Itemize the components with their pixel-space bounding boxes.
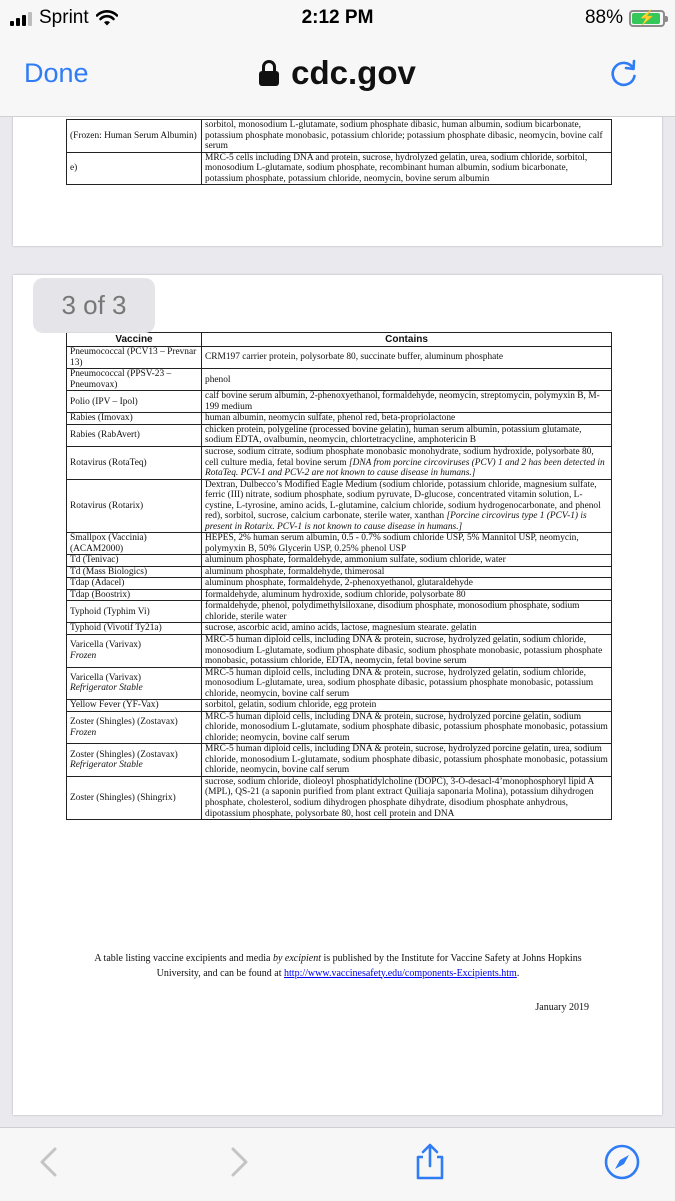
vaccine-cell: (Frozen: Human Serum Albumin) bbox=[67, 120, 202, 153]
share-icon[interactable] bbox=[410, 1142, 450, 1182]
page-indicator: 3 of 3 bbox=[33, 278, 155, 333]
previous-page-table bbox=[66, 119, 612, 185]
vaccine-name: Varicella (Varivax) bbox=[70, 672, 142, 683]
contains-cell: MRC-5 cells including DNA and protein, sucrose, hydrolyzed gelatin, urea, sodium chloride, sorbitol, monosodium L-glutamate, sodium phosphate, recombinant human albumin, sodium bicarbonate, potassium phosphate, potassium chloride, neomycin, bovine serum albumin bbox=[202, 152, 612, 185]
contains-cell bbox=[202, 479, 612, 533]
lock-icon bbox=[259, 60, 279, 86]
footer-text-middle: is published by the Institute for Vaccine Safety at Johns Hopkins University, and can be found at bbox=[156, 953, 582, 979]
contains-note: [Porcine circovirus type 1 (PCV-1) is present in Rotarix. PCV-1 is not known to cause disease in humans.] bbox=[205, 511, 587, 532]
vaccine-cell bbox=[67, 446, 202, 479]
vaccine-storage-note: Frozen bbox=[70, 650, 97, 661]
compass-icon[interactable] bbox=[602, 1142, 642, 1182]
table-row bbox=[67, 347, 612, 369]
table-row bbox=[67, 635, 612, 668]
contains-cell bbox=[202, 589, 612, 601]
contains-cell bbox=[202, 347, 612, 369]
vaccine-name: Yellow Fever (YF-Vax) bbox=[70, 700, 159, 711]
vaccine-cell bbox=[67, 744, 202, 777]
excipients-link[interactable]: http://www.vaccinesafety.edu/components-Excipients.htm bbox=[284, 967, 517, 979]
table-row bbox=[67, 533, 612, 555]
contains-cell bbox=[202, 566, 612, 578]
vaccine-name: Rabies (Imovax) bbox=[70, 413, 133, 424]
vaccine-name: Rabies (RabAvert) bbox=[70, 430, 140, 441]
vaccine-cell: e) bbox=[67, 152, 202, 185]
table-row bbox=[67, 667, 612, 700]
contains-cell bbox=[202, 369, 612, 391]
footer-note bbox=[73, 952, 603, 981]
vaccine-cell bbox=[67, 566, 202, 578]
vaccine-cell bbox=[67, 347, 202, 369]
table-row bbox=[67, 424, 612, 446]
vaccine-cell bbox=[67, 589, 202, 601]
vaccine-name: Rotavirus (Rotarix) bbox=[70, 500, 144, 511]
contains-cell bbox=[202, 413, 612, 425]
contains-text: phenol bbox=[205, 374, 231, 385]
column-header-vaccine: Vaccine bbox=[67, 333, 202, 347]
chevron-right-icon[interactable] bbox=[218, 1142, 258, 1182]
table-row bbox=[67, 578, 612, 590]
contains-text: MRC-5 human diploid cells, including DNA & protein, sucrose, hydrolyzed porcine gelatin, urea, sodium chloride, monosodium L-glutamate, sodium phosphate dibasic, potassium phosphate monobasic, potassium chloride, neomycin, bovine calf serum bbox=[205, 744, 608, 776]
table-row bbox=[67, 369, 612, 391]
document-date: January 2019 bbox=[535, 1002, 589, 1013]
contains-cell bbox=[202, 578, 612, 590]
vaccine-name: Smallpox (Vaccinia) (ACAM2000) bbox=[70, 533, 147, 554]
table-row bbox=[67, 152, 612, 185]
vaccine-name: Td (Tenivac) bbox=[70, 555, 119, 566]
contains-note: [DNA from porcine circoviruses (PCV) 1 and 2 has been detected in RotaTeq. PCV-1 and PCV-2 are not known to cause disease in humans.] bbox=[205, 457, 605, 479]
contains-text: HEPES, 2% human serum albumin, 0.5 - 0.7% sodium chloride USP, 5% Mannitol USP, neomycin, polymyxin B, 50% Glycerin USP, 0.25% phenol USP bbox=[205, 533, 579, 554]
vaccine-cell bbox=[67, 635, 202, 668]
contains-text: CRM197 carrier protein, polysorbate 80, succinate buffer, aluminum phosphate bbox=[205, 352, 504, 363]
vaccine-cell bbox=[67, 700, 202, 712]
browser-toolbar bbox=[0, 1127, 675, 1201]
vaccine-cell bbox=[67, 479, 202, 533]
pdf-page-current bbox=[13, 275, 662, 1115]
table-row bbox=[67, 566, 612, 578]
contains-text: sucrose, ascorbic acid, amino acids, lactose, magnesium stearate. gelatin bbox=[205, 623, 477, 634]
table-row bbox=[67, 700, 612, 712]
battery-percent: 88% bbox=[584, 7, 623, 28]
url-text: cdc.gov bbox=[291, 54, 416, 91]
contains-text: formaldehyde, phenol, polydimethylsiloxane, disodium phosphate, monosodium phosphate, sodium chloride, sterile water bbox=[205, 601, 580, 622]
contains-text: aluminum phosphate, formaldehyde, 2-phenoxyethanol, glutaraldehyde bbox=[205, 578, 473, 589]
vaccine-cell bbox=[67, 601, 202, 623]
contains-text: aluminum phosphate, formaldehyde, ammonium sulfate, sodium chloride, water bbox=[205, 555, 506, 566]
contains-cell bbox=[202, 635, 612, 668]
contains-text: sorbitol, gelatin, sodium chloride, egg protein bbox=[205, 700, 377, 711]
contains-cell bbox=[202, 446, 612, 479]
vaccine-name: Typhoid (Vivotif Ty21a) bbox=[70, 623, 162, 634]
contains-cell bbox=[202, 555, 612, 567]
contains-text: MRC-5 human diploid cells, including DNA & protein, sucrose, hydrolyzed gelatin, sodium chloride, monosodium L-glutamate, sodium phosphate dibasic, sodium phosphate monobasic, potassium phosphate monobasic, potassium chloride, EDTA, neomycin, fetal bovine serum bbox=[205, 635, 603, 667]
done-button[interactable]: Done bbox=[24, 58, 89, 88]
contains-text: Dextran, Dulbecco’s Modified Eagle Medium (sodium chloride, potassium chloride, magnesium sulfate, ferric (III) nitrate, sodium phosphate, sodium pyruvate, D-glucose, concentrated vitamin solution, L-cystine, L-tyrosine, amino acids, L-glutamine, calcium chloride, sodium hydrogenocarbonate, and phenol red), sorbitol, sucrose, calcium carbonate, sterile water, xanthan bbox=[205, 479, 601, 522]
contains-cell bbox=[202, 744, 612, 777]
url-display[interactable] bbox=[0, 54, 675, 92]
vaccine-name: Tdap (Boostrix) bbox=[70, 589, 131, 600]
vaccine-cell bbox=[67, 555, 202, 567]
contains-cell bbox=[202, 711, 612, 744]
vaccine-name: Zoster (Shingles) (Zostavax) bbox=[70, 716, 178, 727]
vaccine-name: Polio (IPV – Ipol) bbox=[70, 396, 138, 407]
table-row bbox=[67, 601, 612, 623]
contains-text: MRC-5 human diploid cells, including DNA & protein, sucrose, hydrolyzed porcine gelatin, sodium chloride, monosodium L-glutamate, sodium phosphate dibasic, potassium phosphate monobasic, potassium chloride; neomycin, bovine calf serum bbox=[205, 711, 608, 743]
footer-text: A table listing vaccine excipients and media bbox=[94, 953, 273, 964]
contains-cell bbox=[202, 424, 612, 446]
vaccine-name: Zoster (Shingles) (Shingrix) bbox=[70, 792, 176, 803]
vaccine-name: Pneumococcal (PCV13 – Prevnar 13) bbox=[70, 347, 197, 368]
table-row bbox=[67, 589, 612, 601]
contains-text: MRC-5 human diploid cells, including DNA & protein, sucrose, hydrolyzed gelatin, sodium chloride, monosodium L-glutamate, urea, sodium phosphate dibasic, potassium phosphate monobasic, potassium chloride, neomycin, bovine calf serum bbox=[205, 667, 594, 699]
chevron-left-icon[interactable] bbox=[30, 1142, 70, 1182]
contains-text: sucrose, sodium chloride, dioleoyl phosphatidylcholine (DOPC), 3-O-desacl-4’monophosphoryl lipid A (MPL), QS-21 (a saponin purified from plant extract Quiliaja saponaria Molina), potassium dihydrogen phosphate, cholesterol, sodium dihydrogen phosphate dihydrate, disodium phosphate anhydrous, dipotassium phosphate, polysorbate 80, host cell protein and DNA bbox=[205, 776, 594, 819]
vaccine-cell bbox=[67, 667, 202, 700]
table-row bbox=[67, 623, 612, 635]
status-bar bbox=[0, 0, 675, 36]
contains-text: calf bovine serum albumin, 2-phenoxyethanol, formaldehyde, neomycin, streptomycin, polymyxin B, M-199 medium bbox=[205, 391, 600, 412]
contains-text: sucrose, sodium citrate, sodium phosphate monobasic monohydrate, sodium hydroxide, polysorbate 80, cell culture media, fetal bovine serum bbox=[205, 446, 594, 468]
vaccine-cell bbox=[67, 711, 202, 744]
contains-cell bbox=[202, 391, 612, 413]
vaccine-cell bbox=[67, 424, 202, 446]
vaccine-storage-note: Refrigerator Stable bbox=[70, 760, 143, 771]
contains-cell bbox=[202, 776, 612, 819]
vaccine-cell bbox=[67, 623, 202, 635]
contains-cell bbox=[202, 667, 612, 700]
vaccine-cell bbox=[67, 369, 202, 391]
table-row bbox=[67, 391, 612, 413]
battery-icon: ⚡ bbox=[629, 10, 665, 27]
pdf-page-previous bbox=[13, 117, 662, 246]
contains-text: human albumin, neomycin sulfate, phenol red, beta-propriolactone bbox=[205, 413, 456, 424]
vaccine-name: Tdap (Adacel) bbox=[70, 578, 125, 589]
contains-text: formaldehyde, aluminum hydroxide, sodium chloride, polysorbate 80 bbox=[205, 589, 466, 600]
table-row bbox=[67, 776, 612, 819]
column-header-contains: Contains bbox=[202, 333, 612, 347]
vaccine-name: Pneumococcal (PPSV-23 – Pneumovax) bbox=[70, 369, 172, 390]
table-header-row bbox=[67, 333, 612, 347]
table-row bbox=[67, 120, 612, 153]
contains-cell bbox=[202, 601, 612, 623]
footer-italic: by excipient bbox=[272, 953, 321, 964]
vaccine-name: Td (Mass Biologics) bbox=[70, 566, 148, 577]
vaccine-table bbox=[66, 332, 612, 820]
vaccine-cell bbox=[67, 413, 202, 425]
table-row bbox=[67, 446, 612, 479]
vaccine-cell bbox=[67, 776, 202, 819]
table-row bbox=[67, 413, 612, 425]
table-row bbox=[67, 555, 612, 567]
clock: 2:12 PM bbox=[301, 7, 374, 28]
vaccine-name: Typhoid (Typhim Vi) bbox=[70, 606, 150, 617]
table-row bbox=[67, 744, 612, 777]
browser-nav-bar bbox=[0, 36, 675, 117]
contains-cell bbox=[202, 623, 612, 635]
vaccine-cell bbox=[67, 533, 202, 555]
table-row bbox=[67, 479, 612, 533]
contains-cell bbox=[202, 700, 612, 712]
contains-cell: sorbitol, monosodium L-glutamate, sodium phosphate dibasic, human albumin, sodium bicarbonate, potassium phosphate monobasic, potassium chloride; potassium phosphate dibasic, neomycin, bovine calf serum bbox=[202, 120, 612, 153]
vaccine-name: Varicella (Varivax) bbox=[70, 640, 142, 651]
table-row bbox=[67, 711, 612, 744]
pdf-viewer[interactable] bbox=[0, 117, 675, 1127]
vaccine-storage-note: Refrigerator Stable bbox=[70, 683, 143, 694]
contains-text: aluminum phosphate, formaldehyde, thimerosal bbox=[205, 566, 385, 577]
contains-cell bbox=[202, 533, 612, 555]
vaccine-name: Rotavirus (RotaTeq) bbox=[70, 457, 147, 468]
contains-text: chicken protein, polygeline (processed bovine gelatin), human serum albumin, potassium glutamate, sodium EDTA, ovalbumin, neomycin, chlortetracycline, amphotericin B bbox=[205, 424, 582, 446]
reload-icon[interactable] bbox=[609, 58, 639, 88]
carrier-name: Sprint bbox=[39, 7, 89, 28]
vaccine-name: Zoster (Shingles) (Zostavax) bbox=[70, 749, 178, 760]
vaccine-cell bbox=[67, 578, 202, 590]
vaccine-storage-note: Frozen bbox=[70, 727, 97, 738]
footer-text-end: . bbox=[516, 967, 520, 979]
vaccine-cell bbox=[67, 391, 202, 413]
